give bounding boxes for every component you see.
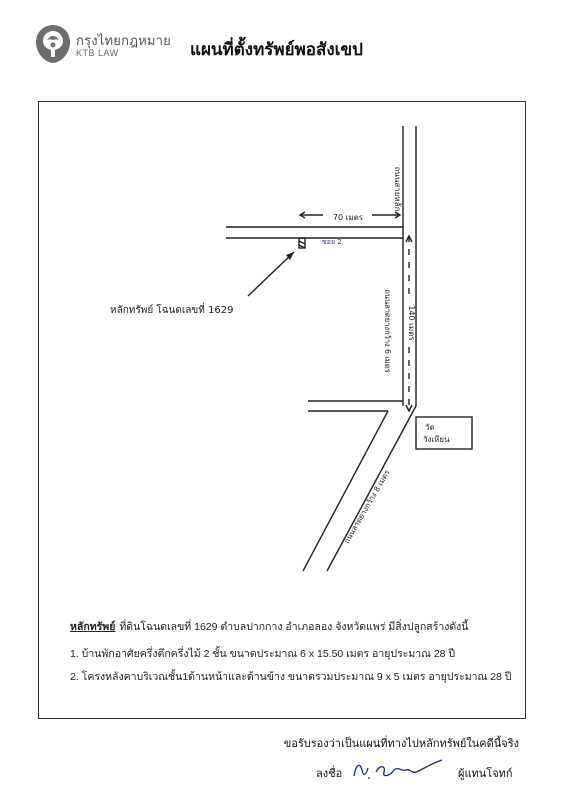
distance-70-label: 70 เมตร bbox=[332, 213, 364, 222]
brand-name-english: KTB LAW bbox=[76, 48, 119, 58]
property-pointer bbox=[248, 252, 294, 296]
road-right-label: ถนนลาดยางกว้าง 6 เมตร bbox=[383, 289, 392, 373]
distance-140-label: 140 เมตร bbox=[407, 305, 416, 341]
property-description-heading bbox=[70, 618, 510, 635]
property-label: หลักทรัพย์ โฉนดเลขที่ 1629 bbox=[110, 305, 234, 316]
signature-role: ผู้แทนโจทก์ bbox=[458, 768, 513, 780]
signature-label: ลงชื่อ bbox=[316, 768, 343, 780]
building-item-2: 2. โครงหลังคาบริเวณชั้น1ด้านหน้าและด้านข้าง ขนาดรวมประมาณ 9 x 5 เมตร อายุประมาณ 28 ปี bbox=[70, 671, 512, 683]
temple-box bbox=[416, 417, 472, 449]
handwritten-signature bbox=[350, 756, 450, 784]
soi-label: ซอย 2 bbox=[322, 238, 342, 246]
temple-label-line2: วังเหียน bbox=[423, 435, 450, 444]
road-top-label: ถนนสายหลัก bbox=[393, 166, 402, 212]
building-item-1: 1. บ้านพักอาศัยครึ่งตึกครึ่งไม้ 2 ชั้น ขนาดประมาณ 6 x 15.50 เมตร อายุประมาณ 28 ปี bbox=[70, 648, 456, 660]
heading-text: ที่ดินโฉนดเลขที่ 1629 ตำบลปากกาง อำเภอลอง จังหวัดแพร่ มีสิ่งปลูกสร้างดังนี้ bbox=[119, 621, 469, 633]
ktb-law-logo bbox=[32, 22, 182, 68]
road-bottom-label: ถนนลาดยางกว้าง 8 เมตร bbox=[342, 468, 392, 546]
heading-label: หลักทรัพย์ bbox=[70, 621, 116, 633]
naga-emblem-icon bbox=[32, 22, 74, 66]
certification-text: ขอรับรองว่าเป็นแผนที่ทางไปหลักทรัพย์ในคดีนี้จริง bbox=[283, 738, 519, 750]
document-title: แผนที่ตั้งทรัพย์พอสังเขป bbox=[190, 40, 363, 59]
signature-row bbox=[316, 762, 546, 786]
temple-label-line1: วัด bbox=[425, 423, 435, 432]
brand-name-thai: กรุงไทยกฎหมาย bbox=[76, 33, 171, 48]
